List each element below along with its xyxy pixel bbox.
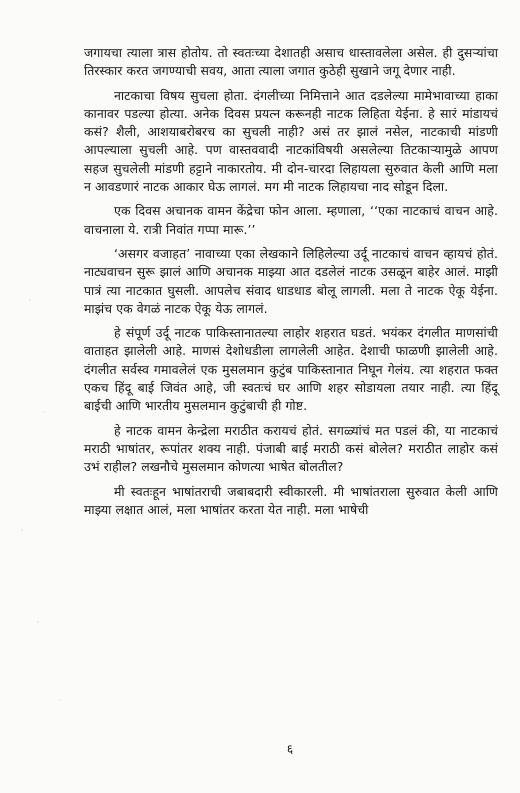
paragraph-1: जगायचा त्याला त्रास होतोय. तो स्वतःच्या देशातही असाच धास्तावलेला असेल. ही दुसऱ्यांचा तिरस्कार करत जगण्याची सवय, आता त्याला जगात कुठेही सुखाने जगू देणार नाही.	[84, 45, 498, 79]
paragraph-3: एक दिवस अचानक वामन केंद्रेचा फोन आला. म्हणाला, ‘‘एका नाटकाचं वाचन आहे. वाचनाला ये. रात्री निवांत गप्पा मारू.’’	[84, 203, 498, 237]
body-text	[84, 44, 498, 519]
paragraph-4: ‘असगर वजाहत’ नावाच्या एका लेखकाने लिहिलेल्या उर्दू नाटकाचं वाचन व्हायचं होतं. नाट्यवाचन सुरू झालं आणि अचानक माझ्या आत दडलेलं नाटक उसळून बाहेर आलं. माझी पात्रं त्या नाटकात घुसली. आपलेच संवाद धाडधाड बोलू लागली. मला ते नाटक ऐकू येईना. माझंच एक वेगळं नाटक ऐकू येऊ लागलं.	[84, 245, 498, 316]
page-number: ६	[286, 742, 294, 756]
paragraph-7: मी स्वतःहून भाषांतराची जबाबदारी स्वीकारली. मी भाषांतराला सुरुवात केली आणि माझ्या लक्षात आलं, मला भाषांतर करता येत नाही. मला भाषेची	[84, 483, 498, 517]
paragraph-6: हे नाटक वामन केन्द्रेला मराठीत करायचं होतं. सगळ्यांचं मत पडलं की, या नाटकाचं मराठी भाषांतर, रूपांतर शक्य नाही. पंजाबी बाई मराठी कसं बोलेल? मराठीत लाहोर कसं उभं राहील? लखनौचे मुसलमान कोणत्या भाषेत बोलतील?	[84, 422, 498, 475]
paragraph-5: हे संपूर्ण उर्दू नाटक पाकिस्तानातल्या लाहोर शहरात घडतं. भयंकर दंगलीत माणसांची वाताहत झालेली आहे. माणसं देशोधडीला लागलेली आहेत. देशाची फाळणी झालेली आहे. दंगलीत सर्वस्व गमावलेलं एक मुसलमान कुटुंब पाकिस्तानात निघून गेलंय. त्या शहरात फक्त एकच हिंदू बाई जिवंत आहे, जी स्वतःचं घर आणि शहर सोडायला तयार नाही. त्या हिंदू बाईची आणि भारतीय मुसलमान कुटुंबाची ही गोष्ट.	[84, 325, 498, 414]
paragraph-2: नाटकाचा विषय सुचला होता. दंगलीच्या निमित्ताने आत दडलेल्या मामेभावाच्या हाका कानावर पडल्या होत्या. अनेक दिवस प्रयत्न करूनही नाटक लिहिता येईना. हे सारं मांडायचं कसं? शैली, आशयाबरोबरच का सुचली नाही? असं तर झालं नसेल, नाटकाची मांडणी आपल्याला सुचली आहे. पण वास्तववादी नाटकांविषयी असलेल्या तिटकाऱ्यामुळे आपण सहज सुचलेली मांडणी हट्टाने नाकारतोय. मी दोन-चारदा लिहायला सुरुवात केली आणि मला न आवडणारं नाटक आकार घेऊ लागलं. मग मी नाटक लिहायचा नाद सोडून दिला.	[84, 87, 498, 195]
